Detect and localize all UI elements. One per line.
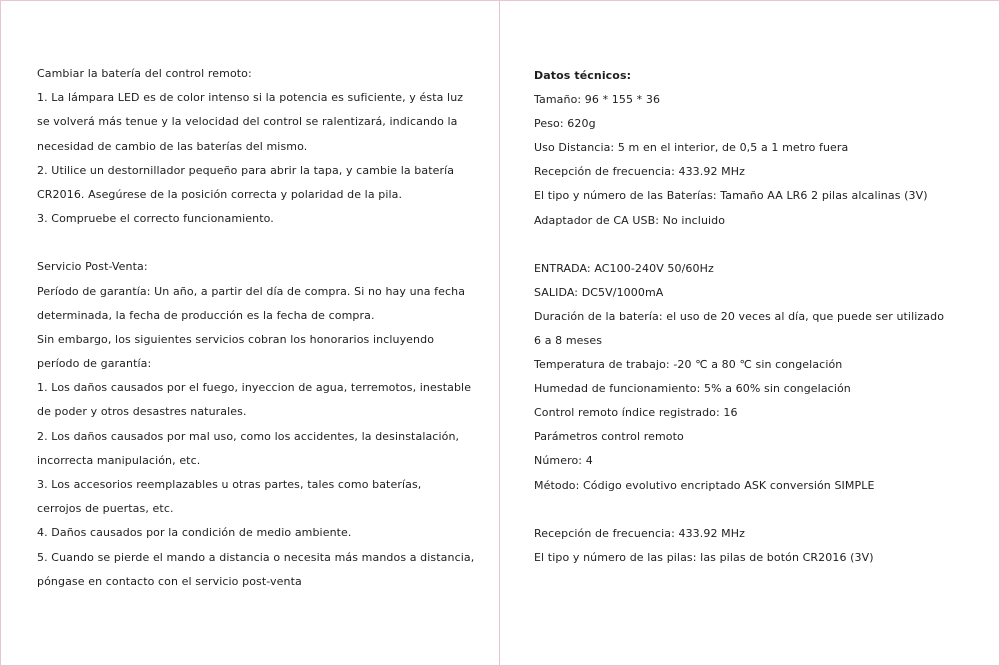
remote-spec-line: El tipo y número de las pilas: las pilas de botón CR2016 (3V) [534,550,874,564]
tech-spec-line: Uso Distancia: 5 m en el interior, de 0,5 a 1 metro fuera [534,141,849,155]
after-sales-line: 5. Cuando se pierde el mando a distancia o necesita más mandos a distancia, [37,550,475,564]
adapter-spec-line: Duración de la batería: el uso de 20 veces al día, que puede ser utilizado [534,309,945,323]
adapter-spec-line: Parámetros control remoto [534,430,684,444]
after-sales-line: cerrojos de puertas, etc. [37,502,174,516]
page-divider [499,0,500,666]
after-sales-line: Período de garantía: Un año, a partir del día de compra. Si no hay una fecha [37,284,466,298]
spacer [534,237,964,261]
after-sales-line: de poder y otros desastres naturales. [37,405,247,419]
tech-spec-line: Tamaño: 96 * 155 * 36 [534,93,661,107]
after-sales-line: póngase en contacto con el servicio post-venta [37,574,302,588]
remote-spec-line: Recepción de frecuencia: 433.92 MHz [534,526,746,540]
battery-change-line: 2. Utilice un destornillador pequeño para abrir la tapa, y cambie la batería [37,163,455,177]
battery-change-line: 3. Compruebe el correcto funcionamiento. [37,212,274,226]
adapter-spec-line: Número: 4 [534,454,593,468]
after-sales-line: determinada, la fecha de producción es la fecha de compra. [37,308,375,322]
adapter-spec-line: ENTRADA: AC100-240V 50/60Hz [534,261,714,275]
after-sales-line: incorrecta manipulación, etc. [37,453,201,467]
tech-spec-line: Recepción de frecuencia: 433.92 MHz [534,165,746,179]
tech-spec-line: Peso: 620g [534,117,596,131]
adapter-spec-line: Humedad de funcionamiento: 5% a 60% sin congelación [534,382,851,396]
battery-change-line: CR2016. Asegúrese de la posición correcta y polaridad de la pila. [37,187,403,201]
after-sales-line: Sin embargo, los siguientes servicios cobran los honorarios incluyendo [37,332,435,346]
tech-spec-line: Adaptador de CA USB: No incluido [534,213,726,227]
right-column [534,68,964,574]
battery-change-title: Cambiar la batería del control remoto: [37,67,252,80]
left-column [37,66,487,598]
after-sales-line: 3. Los accesorios reemplazables u otras partes, tales como baterías, [37,478,422,491]
adapter-spec-line: SALIDA: DC5V/1000mA [534,285,664,299]
adapter-spec-line: 6 a 8 meses [534,333,603,347]
battery-change-line: 1. La lámpara LED es de color intenso si la potencia es suficiente, y ésta luz [37,91,464,105]
adapter-spec-line: Método: Código evolutivo encriptado ASK conversión SIMPLE [534,478,875,492]
spacer [37,235,487,259]
battery-change-line: necesidad de cambio de las baterías del mismo. [37,139,308,153]
tech-spec-line: El tipo y número de las Baterías: Tamaño AA LR6 2 pilas alcalinas (3V) [534,189,928,203]
after-sales-line: 2. Los daños causados por mal uso, como los accidentes, la desinstalación, [37,429,460,443]
tech-specs-title: Datos técnicos: [534,69,632,82]
adapter-spec-line: Temperatura de trabajo: -20 ℃ a 80 ℃ sin congelación [534,358,843,372]
after-sales-line: período de garantía: [37,357,152,371]
after-sales-line: 4. Daños causados por la condición de medio ambiente. [37,526,352,540]
battery-change-line: se volverá más tenue y la velocidad del control se ralentizará, indicando la [37,115,458,129]
spacer [534,502,964,526]
after-sales-line: 1. Los daños causados por el fuego, inyeccion de agua, terremotos, inestable [37,381,472,395]
adapter-spec-line: Control remoto índice registrado: 16 [534,406,738,420]
after-sales-title: Servicio Post-Venta: [37,260,148,274]
